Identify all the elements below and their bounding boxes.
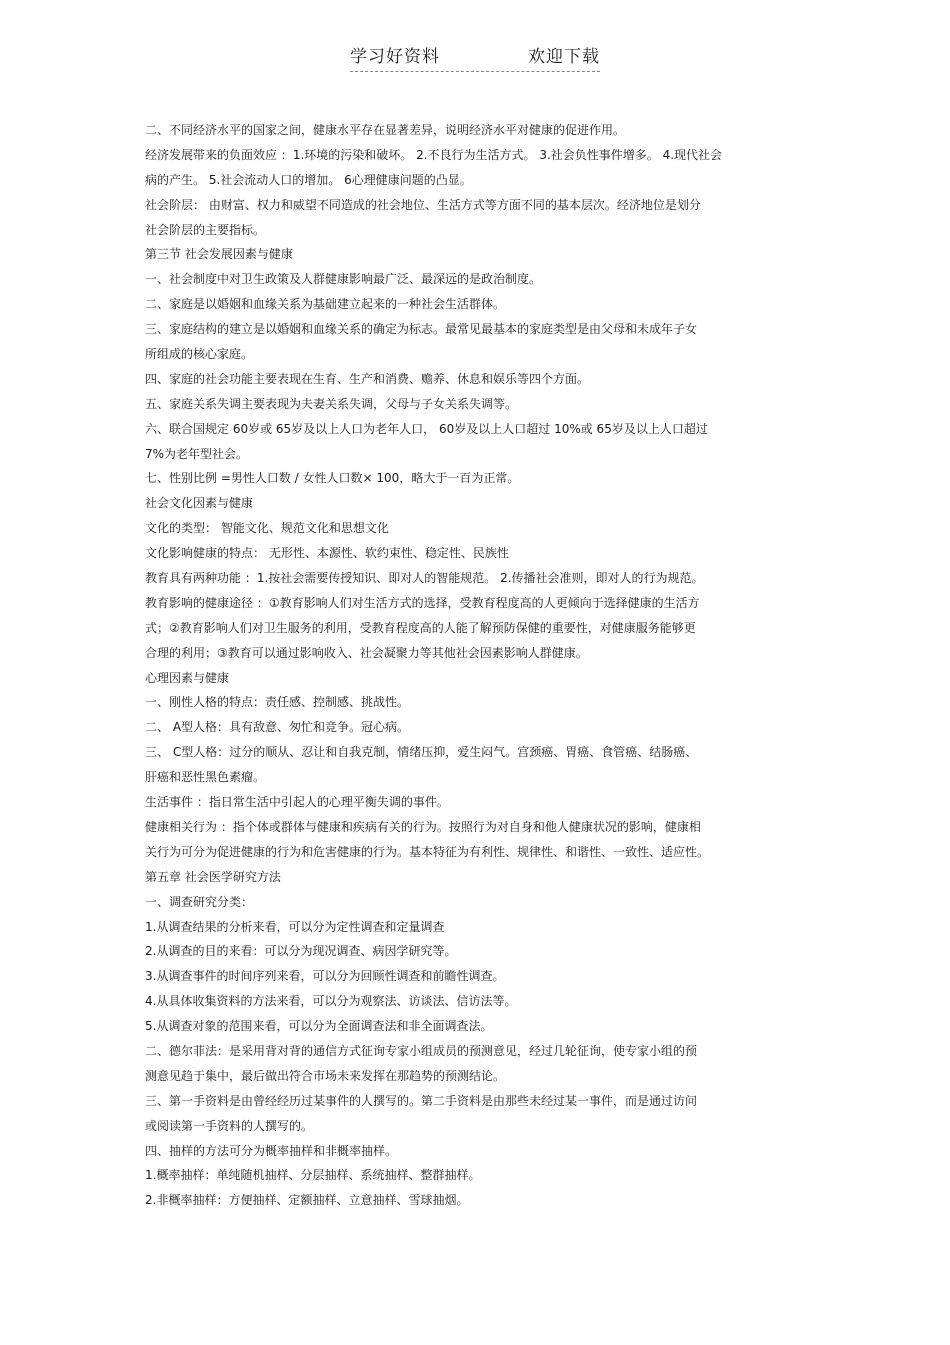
text-line: 或阅读第一手资料的人撰写的。 (145, 1118, 314, 1133)
text-line: 二、不同经济水平的国家之间，健康水平存在显著差异，说明经济水平对健康的促进作用。 (145, 123, 626, 137)
header-right-text: 欢迎下载 (528, 47, 600, 67)
text-line: 文化影响健康的特点： 无形性、本源性、软约束性、稳定性、民族性 (145, 546, 509, 561)
text-line: 生活事件 ：指日常生活中引起人的心理平衡失调的事件。 (145, 795, 449, 810)
text-line: 二、 A型人格：具有敌意、匆忙和竞争。冠心病。 (145, 720, 410, 735)
text-line: 社会阶层的主要指标。 (145, 222, 266, 237)
text-line: 一、刚性人格的特点：责任感、控制感、挑战性。 (145, 695, 410, 710)
text-line: 四、家庭的社会功能主要表现在生育、生产和消费、赡养、休息和娱乐等四个方面。 (145, 371, 590, 386)
text-line: 所组成的核心家庭。 (145, 347, 254, 362)
text-line: 社会阶层： 由财富、权力和威望不同造成的社会地位、生活方式等方面不同的基本层次。经济地位是划分 (145, 197, 701, 212)
text-line: 式；②教育影响人们对卫生服务的利用，受教育程度高的人能了解预防保健的重要性，对健康服务能够更 (145, 620, 696, 635)
text-line: 社会文化因素与健康 (145, 496, 254, 511)
text-line: 四、抽样的方法可分为概率抽样和非概率抽样。 (145, 1143, 398, 1158)
text-line: 2.从调查的目的来看：可以分为现况调查、病因学研究等。 (145, 944, 457, 959)
document-body (145, 118, 815, 1213)
text-line: 一、社会制度中对卫生政策及人群健康影响最广泛、最深远的是政治制度。 (145, 272, 542, 287)
text-line: 7%为老年型社会。 (145, 446, 249, 461)
text-line: 关行为可分为促进健康的行为和危害健康的行为。基本特征为有利性、规律性、和谐性、一致性、适应性。 (145, 844, 710, 859)
text-line: 文化的类型： 智能文化、规范文化和思想文化 (145, 521, 389, 536)
text-line: 2.非概率抽样：方便抽样、定额抽样、立意抽样、雪球抽烟。 (145, 1193, 469, 1208)
text-line: 六、联合国规定 60岁或 65岁及以上人口为老年人口， 60岁及以上人口超过 10%或 65岁及以上人口超过 (145, 421, 708, 436)
text-line: 二、德尔菲法：是采用背对背的通信方式征询专家小组成员的预测意见，经过几轮征询，使专家小组的预 (145, 1043, 698, 1058)
text-line: 心理因素与健康 (145, 670, 230, 685)
text-line: 第三节 社会发展因素与健康 (145, 247, 293, 262)
text-line: 4.从具体收集资料的方法来看，可以分为观察法、访谈法、信访法等。 (145, 994, 517, 1009)
text-line: 肝癌和恶性黑色素瘤。 (145, 770, 266, 785)
page-header (350, 42, 600, 72)
text-line: 健康相关行为 ：指个体或群体与健康和疾病有关的行为。按照行为对自身和他人健康状况的影响，健康相 (145, 819, 701, 834)
text-line: 第五章 社会医学研究方法 (145, 869, 281, 884)
text-line: 三、家庭结构的建立是以婚姻和血缘关系的确定为标志。最常见最基本的家庭类型是由父母和未成年子女 (145, 322, 698, 337)
text-line: 经济发展带来的负面效应 ：1.环境的污染和破坏。 2.不良行为生活方式。 3.社会负性事件增多。 4.现代社会 (145, 147, 723, 162)
header-left-text: 学习好资料 (350, 47, 440, 67)
text-line: 教育影响的健康途径 ：①教育影响人们对生活方式的选择，受教育程度高的人更倾向于选择健康的生活方 (145, 595, 700, 610)
text-line: 1.概率抽样：单纯随机抽样、分层抽样、系统抽样、整群抽样。 (145, 1168, 481, 1183)
text-line: 三、第一手资料是由曾经经历过某事件的人撰写的。第二手资料是由那些未经过某一事件，而是通过访问 (145, 1093, 698, 1108)
text-line: 一、调查研究分类： (145, 894, 254, 909)
text-line: 二、家庭是以婚姻和血缘关系为基础建立起来的一种社会生活群体。 (145, 297, 506, 312)
text-line: 测意见趋于集中，最后做出符合市场未来发挥在那趋势的预测结论。 (145, 1068, 506, 1083)
text-line: 三、 C型人格：过分的顺从、忍让和自我克制，情绪压抑，爱生闷气。宫颈癌、胃癌、食管癌、结肠癌、 (145, 745, 698, 760)
text-line: 3.从调查事件的时间序列来看，可以分为回顾性调查和前瞻性调查。 (145, 969, 505, 984)
text-line: 1.从调查结果的分析来看，可以分为定性调查和定量调查 (145, 919, 445, 934)
text-line: 七、性别比例 =男性人口数 / 女性人口数× 100，略大于一百为正常。 (145, 471, 520, 486)
text-line: 病的产生。 5.社会流动人口的增加。 6心理健康问题的凸显。 (145, 172, 472, 187)
text-line: 合理的利用；③教育可以通过影响收入、社会凝聚力等其他社会因素影响人群健康。 (145, 645, 588, 660)
text-line: 五、家庭关系失调主要表现为夫妻关系失调，父母与子女关系失调等。 (145, 396, 518, 411)
text-line: 5.从调查对象的范围来看，可以分为全面调查法和非全面调查法。 (145, 1019, 493, 1034)
text-line: 教育具有两种功能 ：1.按社会需要传授知识、即对人的智能规范。 2.传播社会准则，即对人的行为规范。 (145, 571, 704, 586)
